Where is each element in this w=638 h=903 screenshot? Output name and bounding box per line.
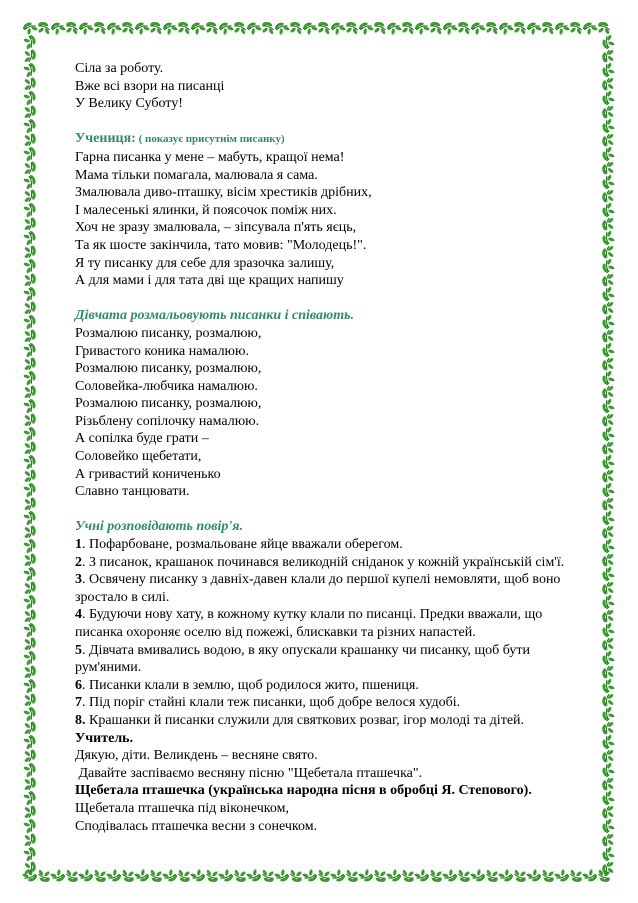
leaf-vine-icon: [301, 20, 319, 37]
leaf-vine-icon: [245, 20, 263, 37]
song-line: Сподівалась пташечка весни з сонечком.: [75, 818, 318, 834]
leaf-vine-icon: [22, 594, 37, 611]
leaf-vine-icon: [539, 867, 557, 884]
leaf-vine-icon: [35, 20, 53, 37]
leaf-vine-icon: [22, 831, 37, 848]
leaf-vine-icon: [22, 258, 37, 275]
teacher-line: Давайте заспіваємо весняну пісню "Щебетала пташечка".: [75, 765, 423, 781]
belief-text: . Будуючи нову хату, в кожному кутку клали по писанці. Предки вважали, що писанка охороняє оселю від пожежі, блискавки та різних напастей.: [75, 607, 543, 640]
song-line: А сопілка буде грати –: [75, 431, 209, 447]
leaf-vine-icon: [553, 20, 571, 37]
leaf-vine-icon: [287, 20, 305, 37]
leaf-vine-icon: [601, 285, 616, 302]
leaf-vine-icon: [601, 649, 616, 666]
leaf-vine-icon: [601, 565, 616, 582]
leaf-vine-icon: [231, 20, 249, 37]
leaf-vine-icon: [315, 867, 333, 884]
leaf-vine-icon: [469, 20, 487, 37]
leaf-vine-icon: [22, 734, 37, 751]
leaf-vine-icon: [22, 566, 37, 583]
belief-item: [75, 606, 585, 641]
leaf-vine-icon: [22, 650, 37, 667]
leaf-vine-icon: [601, 621, 616, 638]
leaf-vine-icon: [49, 20, 67, 37]
leaf-vine-icon: [601, 664, 616, 681]
beliefs-heading: Учні розповідають повір'я.: [75, 519, 243, 535]
leaf-vine-icon: [601, 817, 616, 834]
leaf-vine-icon: [22, 467, 37, 484]
leaf-vine-icon: [511, 20, 529, 37]
spacer: [75, 501, 585, 519]
leaf-vine-icon: [22, 90, 37, 107]
song-line: Розмалюю писанку, розмалюю,: [75, 325, 262, 341]
song-line: Гривастого коника намалюю.: [75, 343, 249, 359]
leaf-vine-icon: [601, 720, 616, 737]
belief-text: . З писанок, крашанок починався великодній сніданок у кожній українській сім'ї.: [82, 554, 565, 570]
intro-line: Вже всі взори на писанці: [75, 78, 225, 94]
leaf-vine-icon: [259, 867, 277, 884]
poem-line: Та як шосте закінчила, тато мовив: "Молодець!".: [75, 237, 367, 253]
leaf-vine-icon: [601, 789, 616, 806]
leaf-vine-icon: [525, 867, 543, 884]
poem-line: Я ту писанку для себе для зразочка залишу,: [75, 255, 335, 271]
leaf-vine-icon: [22, 174, 37, 191]
leaf-vine-icon: [595, 20, 613, 37]
leaf-vine-icon: [601, 677, 616, 694]
leaf-vine-icon: [287, 867, 305, 884]
leaf-vine-icon: [22, 187, 37, 204]
belief-number: 1: [75, 537, 82, 553]
leaf-vine-icon: [601, 412, 616, 429]
leaf-vine-icon: [22, 454, 37, 471]
student-block: [75, 130, 585, 289]
belief-item: [75, 536, 585, 554]
leaf-vine-icon: [217, 867, 235, 884]
leaf-vine-icon: [427, 867, 445, 884]
leaf-vine-icon: [22, 370, 37, 387]
song-line: Славно танцювати.: [75, 484, 190, 500]
leaf-vine-icon: [601, 804, 616, 821]
belief-number: 6: [75, 677, 82, 693]
belief-item: [75, 554, 585, 572]
leaf-vine-icon: [22, 663, 37, 680]
song-line: Щебетала пташечка під віконечком,: [75, 800, 289, 816]
leaf-vine-icon: [22, 551, 37, 568]
belief-text: . Під поріг стайні клали теж писанки, щоб добре велося худобі.: [82, 695, 461, 711]
leaf-vine-icon: [601, 552, 616, 569]
leaf-vine-icon: [22, 383, 37, 400]
poem-line: А для мами і для тата дві ще кращих напишу: [75, 273, 344, 289]
leaf-vine-icon: [77, 867, 95, 884]
leaf-vine-icon: [189, 20, 207, 37]
teacher-line: Дякую, діти. Великдень – весняне свято.: [75, 748, 318, 764]
leaf-vine-icon: [22, 495, 37, 512]
leaf-vine-icon: [385, 20, 403, 37]
leaf-vine-icon: [22, 719, 37, 736]
leaf-vine-icon: [441, 20, 459, 37]
leaf-vine-icon: [601, 748, 616, 765]
leaf-vine-icon: [22, 762, 37, 779]
leaf-vine-icon: [22, 34, 37, 51]
leaf-vine-icon: [22, 846, 37, 863]
leaf-vine-icon: [22, 230, 37, 247]
leaf-vine-icon: [511, 867, 529, 884]
belief-number: 7: [75, 695, 82, 711]
leaf-vine-icon: [601, 356, 616, 373]
student-label: Учениця:: [75, 131, 136, 147]
leaf-vine-icon: [189, 867, 207, 884]
song-line: Соловейка-любчика намалюю.: [75, 378, 258, 394]
girls-block: [75, 307, 585, 501]
belief-text: . Освячену писанку з давніх-давен клали до першої купелі немовляти, щоб воно зростало в силі.: [75, 572, 561, 605]
leaf-vine-icon: [497, 20, 515, 37]
leaf-vine-icon: [91, 20, 109, 37]
beliefs-block: [75, 518, 585, 729]
belief-number: 3: [75, 572, 82, 588]
leaf-vine-icon: [22, 579, 37, 596]
leaf-vine-icon: [22, 103, 37, 120]
belief-number: 4: [75, 607, 82, 623]
leaf-vine-icon: [601, 496, 616, 513]
leaf-vine-icon: [343, 867, 361, 884]
belief-number: 8.: [75, 712, 86, 728]
belief-number: 5: [75, 642, 82, 658]
belief-item: [75, 694, 585, 712]
leaf-vine-icon: [371, 867, 389, 884]
teacher-block: [75, 730, 585, 783]
leaf-vine-icon: [22, 47, 37, 64]
leaf-vine-icon: [147, 867, 165, 884]
belief-item: [75, 642, 585, 677]
leaf-vine-icon: [22, 271, 37, 288]
leaf-vine-icon: [601, 481, 616, 498]
leaf-vine-icon: [601, 104, 616, 121]
leaf-vine-icon: [49, 867, 67, 884]
leaf-vine-icon: [175, 867, 193, 884]
leaf-vine-icon: [22, 818, 37, 835]
student-heading: [75, 130, 585, 149]
student-note: ( показує присутнім писанку): [135, 133, 285, 146]
leaf-vine-icon: [413, 20, 431, 37]
leaf-vine-icon: [22, 118, 37, 135]
leaf-vine-icon: [133, 20, 151, 37]
leaf-vine-icon: [35, 867, 53, 884]
leaf-vine-icon: [601, 300, 616, 317]
poem-line: І малесенькі ялинки, й поясочок поміж них.: [75, 202, 337, 218]
song-line: Розмалюю писанку, розмалюю,: [75, 361, 262, 377]
poem-line: Мама тільки помагала, малювала я сама.: [75, 167, 318, 183]
leaf-vine-icon: [22, 790, 37, 807]
leaf-vine-icon: [22, 635, 37, 652]
leaf-vine-icon: [22, 243, 37, 260]
leaf-vine-icon: [601, 61, 616, 78]
leaf-vine-icon: [22, 523, 37, 540]
leaf-vine-icon: [601, 33, 616, 50]
leaf-vine-icon: [63, 867, 81, 884]
leaf-vine-icon: [427, 20, 445, 37]
leaf-vine-icon: [601, 369, 616, 386]
teacher-label: Учитель.: [75, 730, 134, 746]
leaf-vine-icon: [105, 867, 123, 884]
leaf-vine-icon: [601, 244, 616, 261]
leaf-vine-icon: [601, 832, 616, 849]
song-title: Щебетала пташечка (українська народна пісня в обробці Я. Степового).: [75, 783, 532, 799]
leaf-vine-icon: [371, 20, 389, 37]
leaf-vine-icon: [21, 20, 39, 37]
leaf-vine-icon: [22, 411, 37, 428]
leaf-vine-icon: [22, 426, 37, 443]
leaf-vine-icon: [22, 159, 37, 176]
leaf-vine-icon: [601, 537, 616, 554]
leaf-vine-icon: [601, 313, 616, 330]
belief-text: . Писанки клали в землю, щоб родилося жито, пшениця.: [82, 677, 419, 693]
leaf-vine-icon: [497, 867, 515, 884]
leaf-vine-icon: [22, 75, 37, 92]
leaf-vine-icon: [601, 216, 616, 233]
leaf-vine-icon: [119, 867, 137, 884]
leaf-vine-icon: [601, 272, 616, 289]
leaf-vine-icon: [22, 355, 37, 372]
leaf-vine-icon: [567, 20, 585, 37]
belief-text: . Пофарбоване, розмальоване яйце вважали оберегом.: [82, 537, 403, 553]
leaf-vine-icon: [22, 146, 37, 163]
leaf-vine-icon: [259, 20, 277, 37]
leaf-vine-icon: [203, 867, 221, 884]
leaf-vine-icon: [601, 705, 616, 722]
leaf-vine-icon: [413, 867, 431, 884]
leaf-vine-icon: [385, 867, 403, 884]
leaf-vine-icon: [441, 867, 459, 884]
leaf-vine-icon: [601, 593, 616, 610]
leaf-vine-icon: [601, 76, 616, 93]
leaf-vine-icon: [601, 48, 616, 65]
leaf-vine-icon: [22, 538, 37, 555]
leaf-vine-icon: [601, 201, 616, 218]
leaf-vine-icon: [601, 328, 616, 345]
document-text: [75, 60, 585, 835]
leaf-vine-icon: [22, 314, 37, 331]
leaf-vine-icon: [455, 867, 473, 884]
leaf-vine-icon: [455, 20, 473, 37]
song-block: [75, 782, 585, 835]
leaf-vine-icon: [399, 20, 417, 37]
song-line: А гривастий кониченько: [75, 466, 221, 482]
leaf-vine-icon: [601, 188, 616, 205]
leaf-vine-icon: [22, 622, 37, 639]
leaf-vine-icon: [22, 62, 37, 79]
leaf-vine-icon: [91, 867, 109, 884]
song-line: Різьблену сопілочку намалюю.: [75, 413, 260, 429]
leaf-vine-icon: [22, 299, 37, 316]
leaf-vine-icon: [22, 215, 37, 232]
intro-block: [75, 60, 585, 113]
leaf-vine-icon: [22, 678, 37, 695]
leaf-vine-icon: [301, 867, 319, 884]
leaf-vine-icon: [601, 145, 616, 162]
leaf-vine-icon: [105, 20, 123, 37]
leaf-vine-icon: [119, 20, 137, 37]
leaf-vine-icon: [601, 257, 616, 274]
leaf-vine-icon: [22, 131, 37, 148]
leaf-vine-icon: [273, 20, 291, 37]
belief-item: [75, 677, 585, 695]
leaf-vine-icon: [601, 117, 616, 134]
leaf-vine-icon: [601, 524, 616, 541]
song-line: Розмалюю писанку, розмалюю,: [75, 396, 262, 412]
poem-line: Змалювала диво-пташку, вісім хрестиків дрібних,: [75, 185, 372, 201]
leaf-vine-icon: [273, 867, 291, 884]
leaf-vine-icon: [539, 20, 557, 37]
leaf-vine-icon: [161, 20, 179, 37]
intro-line: У Велику Суботу!: [75, 96, 183, 112]
leaf-vine-icon: [601, 636, 616, 653]
spacer: [75, 290, 585, 308]
leaf-vine-icon: [22, 706, 37, 723]
leaf-vine-icon: [553, 867, 571, 884]
leaf-vine-icon: [357, 867, 375, 884]
leaf-vine-icon: [231, 867, 249, 884]
leaf-vine-icon: [601, 397, 616, 414]
leaf-vine-icon: [22, 202, 37, 219]
leaf-vine-icon: [22, 691, 37, 708]
belief-item: [75, 571, 585, 606]
leaf-vine-icon: [22, 342, 37, 359]
leaf-vine-icon: [22, 439, 37, 456]
leaf-vine-icon: [77, 20, 95, 37]
leaf-vine-icon: [22, 482, 37, 499]
leaf-vine-icon: [601, 509, 616, 526]
leaf-vine-icon: [22, 775, 37, 792]
leaf-vine-icon: [22, 803, 37, 820]
leaf-vine-icon: [601, 692, 616, 709]
leaf-vine-icon: [329, 20, 347, 37]
leaf-vine-icon: [133, 867, 151, 884]
spacer: [75, 113, 585, 131]
leaf-vine-icon: [581, 20, 599, 37]
leaf-vine-icon: [601, 341, 616, 358]
leaf-vine-icon: [203, 20, 221, 37]
leaf-vine-icon: [483, 867, 501, 884]
poem-line: Хоч не зразу змалювала, – зіпсувала п'ять яєць,: [75, 220, 357, 236]
leaf-vine-icon: [22, 327, 37, 344]
leaf-vine-icon: [315, 20, 333, 37]
leaf-vine-icon: [22, 747, 37, 764]
leaf-vine-icon: [601, 580, 616, 597]
belief-text: Крашанки й писанки служили для святкових розваг, ігор молоді та дітей.: [85, 712, 525, 728]
leaf-vine-icon: [601, 733, 616, 750]
leaf-vine-icon: [601, 229, 616, 246]
leaf-vine-icon: [601, 89, 616, 106]
leaf-vine-icon: [601, 776, 616, 793]
leaf-vine-icon: [483, 20, 501, 37]
leaf-vine-icon: [175, 20, 193, 37]
belief-number: 2: [75, 554, 82, 570]
leaf-vine-icon: [245, 867, 263, 884]
leaf-vine-icon: [601, 453, 616, 470]
leaf-vine-icon: [63, 20, 81, 37]
leaf-vine-icon: [601, 425, 616, 442]
belief-text: . Дівчата вмивались водою, в яку опускали крашанку чи писанку, щоб бути рум'яними.: [75, 642, 530, 676]
leaf-vine-icon: [581, 867, 599, 884]
leaf-vine-icon: [343, 20, 361, 37]
leaf-vine-icon: [22, 607, 37, 624]
belief-item: [75, 712, 585, 730]
leaf-vine-icon: [357, 20, 375, 37]
leaf-vine-icon: [22, 510, 37, 527]
leaf-vine-icon: [161, 867, 179, 884]
leaf-vine-icon: [469, 867, 487, 884]
intro-line: Сіла за роботу.: [75, 61, 164, 76]
leaf-vine-icon: [601, 160, 616, 177]
leaf-vine-icon: [601, 132, 616, 149]
leaf-vine-icon: [329, 867, 347, 884]
leaf-vine-icon: [567, 867, 585, 884]
girls-heading: Дівчата розмальовують писанки і співають.: [75, 308, 355, 324]
poem-line: Гарна писанка у мене – мабуть, кращої нема!: [75, 149, 345, 165]
leaf-vine-icon: [601, 845, 616, 862]
leaf-vine-icon: [601, 608, 616, 625]
leaf-vine-icon: [217, 20, 235, 37]
leaf-vine-icon: [399, 867, 417, 884]
leaf-vine-icon: [22, 398, 37, 415]
leaf-vine-icon: [601, 440, 616, 457]
leaf-vine-icon: [601, 173, 616, 190]
leaf-vine-icon: [601, 761, 616, 778]
leaf-vine-icon: [601, 384, 616, 401]
song-line: Соловейко щебетати,: [75, 449, 202, 465]
leaf-vine-icon: [21, 867, 39, 884]
leaf-vine-icon: [147, 20, 165, 37]
leaf-vine-icon: [601, 468, 616, 485]
leaf-vine-icon: [525, 20, 543, 37]
leaf-vine-icon: [22, 286, 37, 303]
